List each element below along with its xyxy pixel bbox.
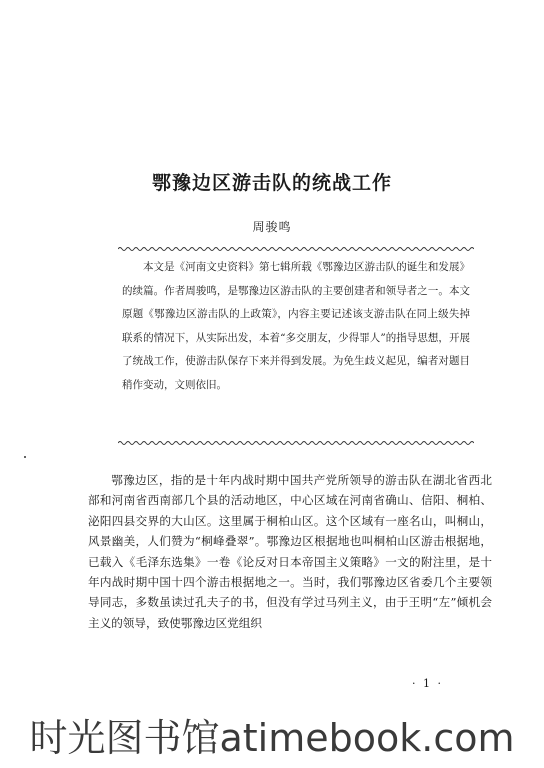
top-wavy-divider xyxy=(118,246,474,252)
author-name: 周骏鸣 xyxy=(252,220,292,234)
article-title: 鄂豫边区游击队的统战工作 xyxy=(151,172,392,194)
body-text xyxy=(88,470,492,633)
watermark: 时光图书馆atimebook.com xyxy=(29,716,515,760)
editor-note xyxy=(122,256,470,398)
wavy-line-bottom xyxy=(118,440,474,446)
wavy-line-top xyxy=(118,246,474,252)
bottom-wavy-divider xyxy=(118,440,474,446)
page-number: · 1 · xyxy=(412,677,443,690)
scan-speck xyxy=(24,456,26,458)
editor-note-text: 本文是《河南文史资料》第七辑所载《鄂豫边区游击队的诞生和发展》的续篇。作者周骏鸣，是鄂豫边区游击队的主要创建者和领导者之一。本文原题《鄂豫边区游击队的上政策》，内容主要记述该支游击队在同上级失掉联系的情况下，从实际出发，本着“多交朋友，少得罪人”的指导思想，开展了统战工作，使游击队保存下来并得到发展。为免生歧义起见，编者对题目稍作变动，文则依旧。 xyxy=(122,261,470,391)
body-paragraph: 鄂豫边区，指的是十年内战时期中国共产党所领导的游击队在湖北省西北部和河南省西南部几个县的活动地区，中心区域在河南省确山、信阳、桐柏、泌阳四县交界的大山区。这里属于桐柏山区。这个区域有一座名山，叫桐山，风景幽美，人们赞为“桐峰叠翠”。鄂豫边区根据地也叫桐柏山区游击根据地，已载入《毛泽东选集》一卷《论反对日本帝国主义策略》一文的附注里，是十年内战时期中国十四个游击根据地之一。当时，我们鄂豫边区省委几个主要领导同志，多数虽读过孔夫子的书，但没有学过马列主义，由于王明“左”倾机会主义的领导，致使鄂豫边区党组织 xyxy=(88,473,492,630)
